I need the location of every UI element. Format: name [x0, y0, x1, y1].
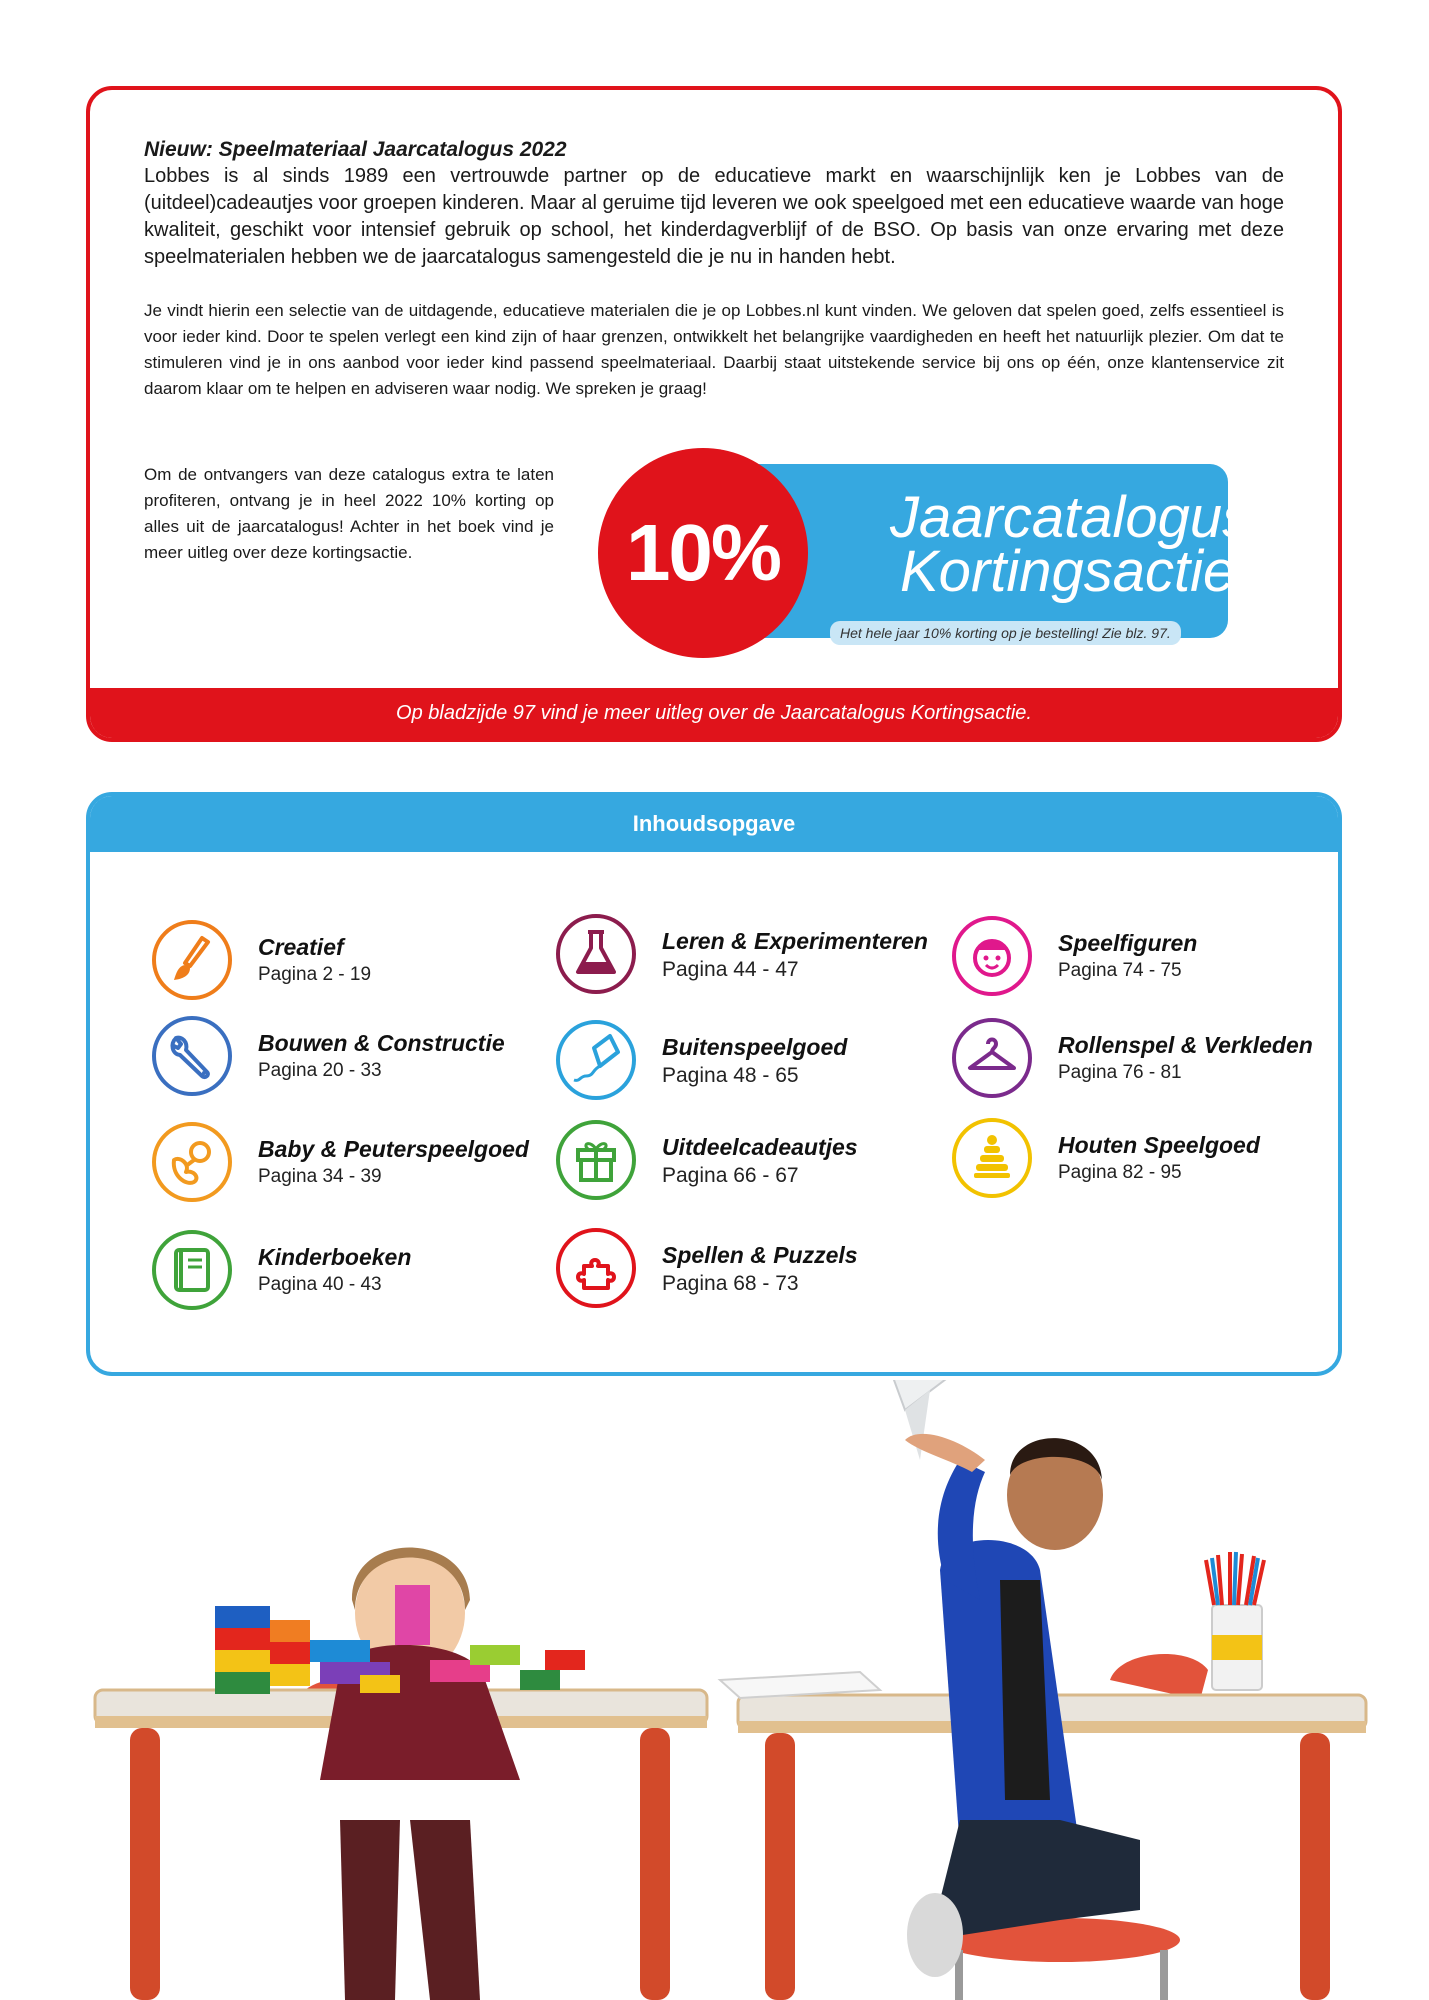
- intro-footer: Op bladzijde 97 vind je meer uitleg over de Jaarcatalogus Kortingsactie.: [90, 688, 1338, 738]
- book-icon: [150, 1228, 234, 1312]
- puzzle-icon: [554, 1226, 638, 1310]
- toc-item-creatief[interactable]: [150, 918, 510, 1008]
- pencil-cup: [1206, 1552, 1264, 1690]
- toc-item-kinderboeken[interactable]: [150, 1228, 510, 1318]
- toc-item-pages: Pagina 44 - 47: [662, 958, 799, 981]
- toc-item-title: Spellen & Puzzels: [662, 1242, 858, 1268]
- flask-icon: [554, 912, 638, 996]
- toc-item-rollenspel[interactable]: [950, 1016, 1313, 1106]
- toc-item-title: Kinderboeken: [258, 1244, 412, 1270]
- kite-icon: [554, 1018, 638, 1102]
- toc-item-title: Creatief: [258, 934, 344, 960]
- promo-title-line-2: Kortingsactie: [900, 539, 1236, 604]
- toc-item-title: Baby & Peuterspeelgoed: [258, 1136, 529, 1162]
- toc-item-pages: Pagina 34 - 39: [258, 1166, 382, 1187]
- toc-item-pages: Pagina 74 - 75: [1058, 960, 1182, 981]
- promo-percent: 10%: [625, 508, 781, 597]
- toc-item-pages: Pagina 68 - 73: [662, 1272, 799, 1295]
- intro-title: Nieuw: Speelmateriaal Jaarcatalogus 2022: [144, 138, 567, 161]
- toc-item-speelfiguren[interactable]: [950, 914, 1310, 1004]
- gift-icon: [554, 1118, 638, 1202]
- toc-item-buitenspeelgoed[interactable]: [554, 1018, 914, 1108]
- toc-item-title: Speelfiguren: [1058, 930, 1198, 956]
- promo-title-line-1: Jaarcatalogus: [890, 485, 1252, 550]
- toc-item-pages: Pagina 48 - 65: [662, 1064, 799, 1087]
- toc-header: Inhoudsopgave: [90, 796, 1338, 852]
- toc-item-title: Buitenspeelgoed: [662, 1034, 848, 1060]
- toc-item-pages: Pagina 76 - 81: [1058, 1062, 1182, 1083]
- toc-item-title: Rollenspel & Verkleden: [1058, 1032, 1313, 1058]
- intro-paragraph-2: Je vindt hierin een selectie van de uitdagende, educatieve materialen die je op Lobbes.nl kunt vinden. We geloven dat spelen goed, zelfs essentieel is voor ieder kind. Door te spelen verlegt een kind zijn of haar grenzen, ontwikkelt het belangrijke vaardigheden en heeft het natuurlijk plezier. Om dat te stimuleren vind je in ons aanbod voor ieder kind passend speelmateriaal. Daarbij staat uitstekende service bij ons op één, onze klantenservice zit daarom klaar om te helpen en adviseren waar nodig. We spreken je graag!: [144, 301, 1284, 398]
- pacifier-icon: [150, 1120, 234, 1204]
- toc-item-pages: Pagina 40 - 43: [258, 1274, 382, 1295]
- toc-item-baby[interactable]: [150, 1120, 529, 1210]
- toc-item-spellen[interactable]: [554, 1226, 914, 1316]
- toc-item-title: Uitdeelcadeautjes: [662, 1134, 858, 1160]
- paintbrush-icon: [150, 918, 234, 1002]
- toc-item-pages: Pagina 2 - 19: [258, 964, 372, 985]
- toc-item-uitdeelcadeautjes[interactable]: [554, 1118, 914, 1208]
- toc-item-pages: Pagina 66 - 67: [662, 1164, 799, 1187]
- stacking-toy-icon: [950, 1116, 1034, 1200]
- toc-item-title: Houten Speelgoed: [1058, 1132, 1260, 1158]
- wrench-icon: [150, 1014, 234, 1098]
- toc-item-houten[interactable]: [950, 1116, 1310, 1206]
- promo-note: Het hele jaar 10% korting op je bestelling! Zie blz. 97.: [830, 621, 1181, 645]
- hanger-icon: [950, 1016, 1034, 1100]
- toc-item-title: Leren & Experimenteren: [662, 928, 928, 954]
- toc-item-bouwen[interactable]: [150, 1014, 510, 1104]
- intro-paragraph-1: Lobbes is al sinds 1989 een vertrouwde partner op de educatieve markt en waarschijnlijk ken je Lobbes van de (uitdeel)cadeautjes voor groepen kinderen. Maar al geruime tijd leveren we ook speelgoed met een educatieve waarde van hoge kwaliteit, geschikt voor intensief gebruik op school, het kinderdagverblijf of de BSO. Op basis van onze ervaring met deze speelmaterialen hebben we de jaarcatalogus samengesteld die je nu in handen hebt.: [144, 165, 1284, 268]
- lego-blocks: [215, 1585, 585, 1694]
- figure-icon: [950, 914, 1034, 998]
- kids-playing-photo: [0, 1380, 1429, 2000]
- toc-item-title: Bouwen & Constructie: [258, 1030, 505, 1056]
- toc-item-leren[interactable]: [554, 912, 928, 1002]
- toc-item-pages: Pagina 20 - 33: [258, 1060, 382, 1081]
- toc-card: [86, 792, 1342, 1376]
- intro-card: [86, 86, 1342, 742]
- intro-paragraph-3: Om de ontvangers van deze catalogus extra te laten profiteren, ontvang je in heel 2022 10% korting op alles uit de jaarcatalogus! Achter in het boek vind je meer uitleg over deze kortingsactie.: [144, 465, 554, 562]
- toc-item-pages: Pagina 82 - 95: [1058, 1162, 1182, 1183]
